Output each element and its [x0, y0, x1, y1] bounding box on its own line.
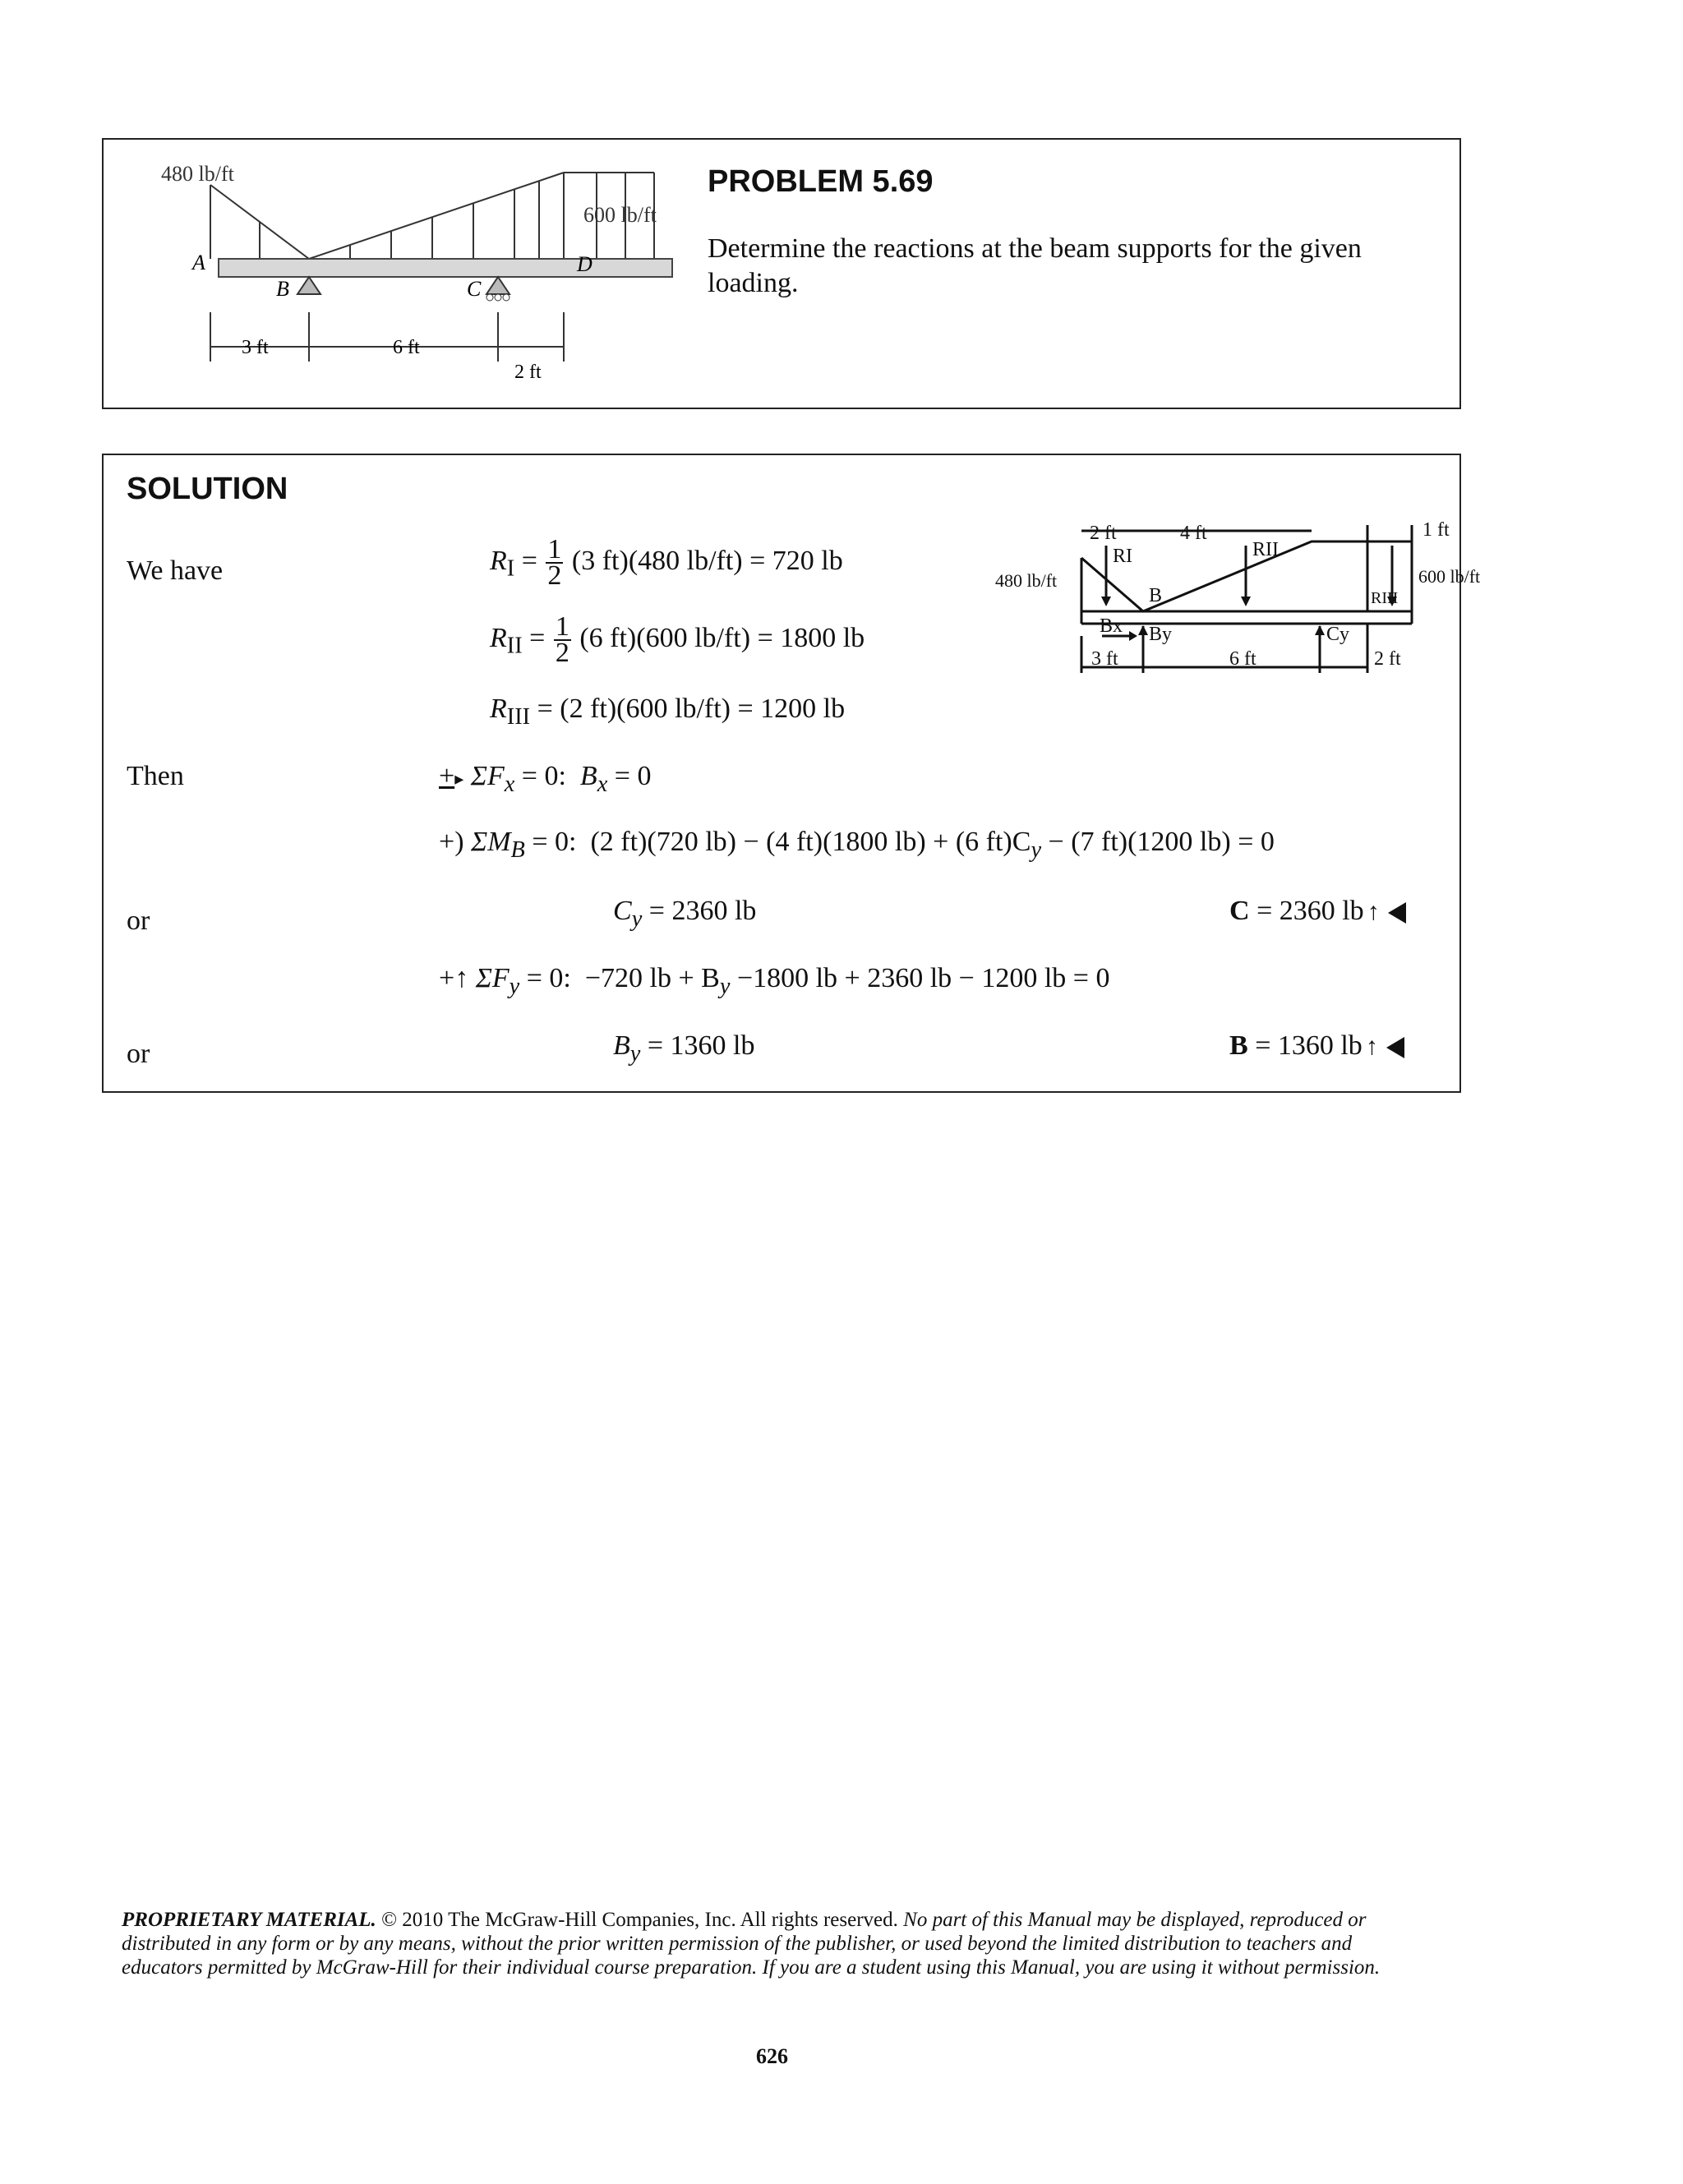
answer-b: B = 1360 lb ↑: [1229, 1030, 1404, 1062]
label-we-have: We have: [127, 555, 224, 586]
fbd-load-left: 480 lb/ft: [995, 570, 1058, 591]
support-c: [486, 277, 510, 294]
fbd-dim-bot-2: 6 ft: [1229, 648, 1256, 670]
equation-r3: $R_{III} = (2$ ft)(600 lb/ft) = 1200 lb: [490, 693, 846, 730]
equation-r2: $R_{II}$ = $\frac{1}{2}$ (6 ft)(600 lb/ft) = 1800 lb: [490, 611, 865, 668]
equation-sum-fy: +↑ $\Sigma F_y = 0$: −720 lb + $B_y -1800$ lb + 2360 lb − 1200 lb = 0: [439, 963, 1110, 999]
problem-statement: Determine the reactions at the beam supports for the given loading.: [708, 233, 1362, 298]
fbd-dim-bot-3: 2 ft: [1374, 648, 1401, 670]
problem-title: PROBLEM 5.69: [708, 164, 934, 199]
up-arrow-icon: ↑: [1365, 1033, 1378, 1060]
label-or-2: or: [127, 1039, 150, 1069]
equation-sum-fx: +▸ $\Sigma F_x = 0$: $B_x = 0$: [439, 761, 652, 797]
fig-point-d: D: [577, 252, 593, 276]
answer-marker-icon: [1388, 902, 1406, 924]
equation-r1: $R_I$ = $\frac{1}{2}$ (3 ft)(480 lb/ft) = 720 lb: [490, 534, 843, 591]
fig-point-a: A: [192, 251, 205, 274]
support-b: [297, 277, 320, 294]
fbd-load-right: 600 lb/ft: [1418, 566, 1481, 587]
copyright-notice: PROPRIETARY MATERIAL. © 2010 The McGraw-Hill Companies, Inc. All rights reserved. No part of this Manual may be displayed, reproduced or distributed in any form or by any means, without the prior written permission of the publisher, or used beyond the limited distribution to teachers and educators permitted by McGraw-Hill for their individual course preparation. If you are a student using this Manual, you are using it without permission.: [122, 1909, 1381, 1979]
label-then: Then: [127, 761, 184, 791]
fbd-r1: RI: [1113, 546, 1132, 567]
solution-title: SOLUTION: [127, 472, 288, 506]
fig-load-right: 600 lb/ft: [583, 203, 657, 227]
fbd-b: B: [1149, 585, 1163, 606]
answer-marker-icon: [1386, 1037, 1404, 1058]
free-body-diagram: [991, 519, 1481, 685]
fbd-dim-top-2: 4 ft: [1180, 523, 1207, 544]
fbd-cy: Cy: [1326, 624, 1350, 645]
equation-by: $B_y = 1360$ lb: [613, 1030, 755, 1067]
load-arrows: [260, 173, 625, 259]
fbd-dim-top-3: 1 ft: [1422, 519, 1450, 541]
fig-dim-2: 6 ft: [393, 337, 420, 358]
equation-cy: $C_y = 2360$ lb: [613, 896, 757, 932]
fbd-by: By: [1149, 624, 1173, 645]
fbd-r3: RIII: [1371, 589, 1399, 607]
problem-box: [102, 138, 1461, 409]
page-number: 626: [756, 2044, 788, 2068]
equation-sum-mb: +) $\Sigma M_B = 0$: (2 ft)(720 lb) − (4 ft)(1800 lb) + (6 $ft)C_y - (7$ ft)(1200 lb) = 0: [439, 827, 1275, 863]
label-or-1: or: [127, 905, 150, 936]
fig-point-c: C: [467, 277, 482, 301]
solution-box: [102, 454, 1481, 1093]
answer-c: C = 2360 lb ↑: [1229, 896, 1406, 927]
load-outline: [210, 173, 564, 259]
fig-dim-1: 3 ft: [242, 337, 269, 358]
fbd-bx: Bx: [1100, 615, 1123, 637]
up-arrow-icon: ↑: [1367, 898, 1380, 925]
fbd-dim-top-1: 2 ft: [1090, 523, 1117, 544]
fig-load-left: 480 lb/ft: [161, 162, 234, 186]
fbd-dim-bot-1: 3 ft: [1091, 648, 1118, 670]
beam: [219, 259, 672, 277]
fig-dim-3: 2 ft: [514, 362, 542, 383]
fig-point-b: B: [276, 277, 289, 301]
fbd-r2: RII: [1252, 539, 1279, 560]
problem-figure: [104, 140, 695, 408]
